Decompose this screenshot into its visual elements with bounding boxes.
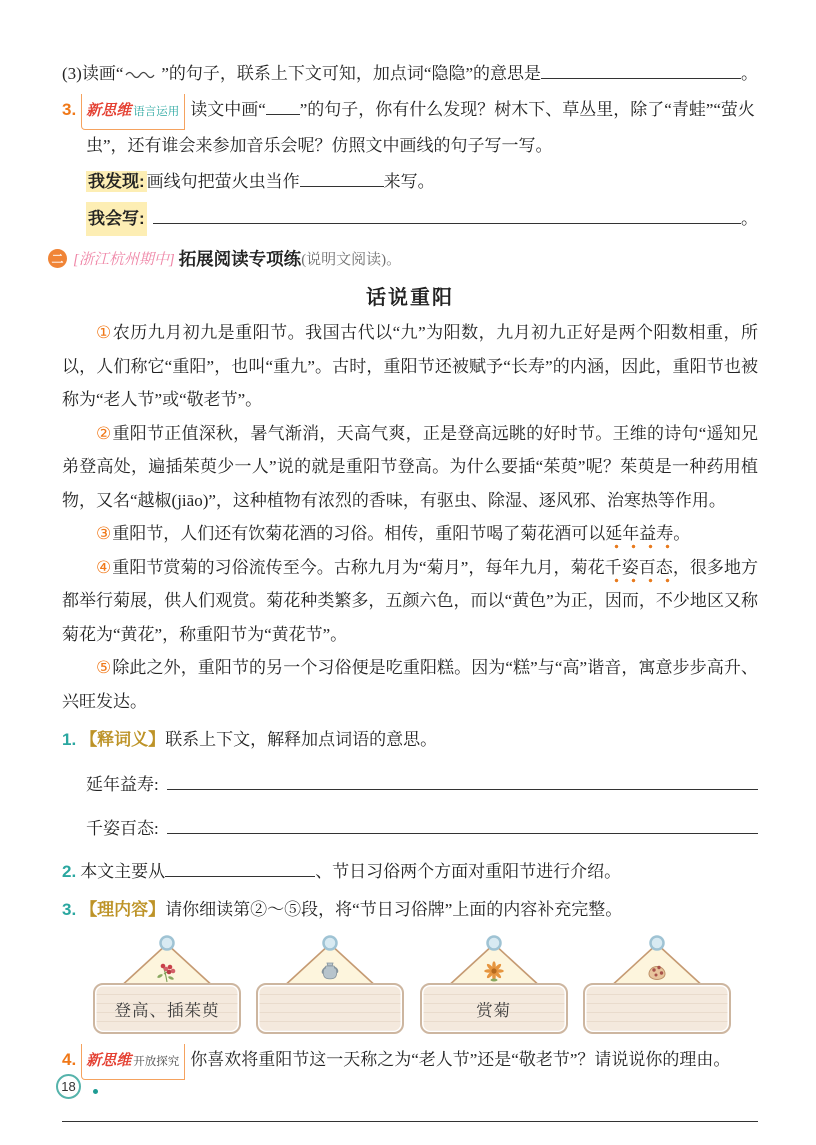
i-found-text-after: 来写。 <box>383 172 435 191</box>
paragraph-number: ② <box>96 423 112 443</box>
passage-paragraph-3 <box>62 517 758 551</box>
term-label: 延年益寿: <box>86 775 159 794</box>
paragraph-text: 重阳节正值深秋，暑气渐消，天高气爽，正是登高远眺的好时节。王维的诗句“遥知兄弟登高处，遍插茱萸少一人”说的就是重阳节登高。为什么要插“茱萸”呢？茱萸是一种药用植物，又名“越椒(jiāo)”，这种植物有浓烈的香味，有驱虫、除湿、逐风邪、治寒热等作用。 <box>62 423 758 510</box>
question-number: 4. <box>62 1050 77 1069</box>
pin-icon <box>487 937 500 950</box>
badge-sub-label: 开放探究 <box>133 1056 180 1068</box>
prev-question-period: 。 <box>741 64 758 83</box>
emphasized-word: 千姿百态 <box>605 558 673 583</box>
paragraph-text: 重阳节赏菊的习俗流传至今。古称九月为“菊月”，每年九月，菊花 <box>112 557 605 577</box>
prev-question-line <box>62 58 758 90</box>
i-found-text: 画线句把萤火虫当作 <box>146 172 300 191</box>
question-text: 请你细读第②～⑤段，将“节日习俗牌”上面的内容补充完整。 <box>165 900 623 919</box>
exam-source-label: [浙江杭州期中] <box>73 252 175 268</box>
pin-icon <box>324 937 337 950</box>
question-text: 联系上下文，解释加点词语的意思。 <box>165 730 438 749</box>
paragraph-text: 除此之外，重阳节的另一个习俗便是吃重阳糕。因为“糕”与“高”谐音，寓意步步高升、兴旺发达。 <box>62 658 758 711</box>
pin-icon <box>161 937 174 950</box>
paragraph-text: 重阳节，人们还有饮菊花酒的习俗。相传，重阳节喝了菊花酒可以 <box>112 524 606 543</box>
sign-board <box>256 983 404 1034</box>
sign-board <box>583 983 731 1034</box>
answer-blank <box>167 773 758 790</box>
question-3-top <box>62 94 758 162</box>
answer-blank <box>300 170 384 187</box>
passage-paragraph-5 <box>62 651 758 718</box>
passage-body <box>62 316 758 718</box>
term-line <box>86 770 758 800</box>
prev-question-label: (3) <box>62 64 82 83</box>
question-text: ”的句子，你有什么发现？树木下、草丛里，除了“青蛙”“萤火虫”，还有谁会来参加音乐会呢？仿照文中画线的句子写一写。 <box>86 100 755 155</box>
paragraph-number: ④ <box>96 557 112 577</box>
emphasized-word: 延年益寿 <box>605 524 673 549</box>
question-number: 3. <box>62 100 77 119</box>
paragraph-text: ，很多地方都举行菊展，供人们观赏。菊花种类繁多，五颜六色，而以“黄色”为正，因而，不少地区又称菊花为“黄花”，称重阳节为“黄花节”。 <box>62 557 759 644</box>
i-can-write-label: 我会写: <box>86 202 147 236</box>
question-text: 读文中画“ <box>190 100 266 119</box>
i-found-line <box>86 166 758 198</box>
page-number-badge: 18 <box>56 1074 81 1099</box>
question-1 <box>62 724 758 756</box>
question-tag: 【理内容】 <box>80 900 166 919</box>
paragraph-text: 农历九月初九是重阳节。我国古代以“九”为阳数，九月初九正好是两个阳数相重，所以，人们称它“重阳”，也叫“重九”。古时，重阳节还被赋予“长寿”的内涵，因此，重阳节也被称为“老人节”或“敬老节”。 <box>62 323 758 409</box>
paragraph-number: ⑤ <box>96 658 112 677</box>
passage-title: 话说重阳 <box>366 287 454 309</box>
answer-blank <box>167 817 758 834</box>
passage-paragraph-2 <box>62 417 758 518</box>
badge-main-label: 新思维 <box>86 102 132 119</box>
section-note: (说明文阅读)。 <box>301 252 402 268</box>
page-footer <box>56 1074 98 1099</box>
passage-paragraph-4 <box>62 551 758 652</box>
custom-signs-row <box>62 926 758 1038</box>
question-tag: 【释词义】 <box>80 730 166 749</box>
inline-blank <box>266 98 300 115</box>
question-2 <box>62 856 758 888</box>
prev-question-text-before: 读画“ <box>81 64 124 83</box>
i-found-label: 我发现: <box>88 172 145 191</box>
sign-label: 登高、插茱萸 <box>114 1000 220 1020</box>
custom-sign-blank-cake <box>582 932 732 1036</box>
section-header <box>48 246 758 271</box>
passage-paragraph-1 <box>62 316 758 417</box>
question-3 <box>62 894 758 926</box>
paragraph-number: ③ <box>96 524 112 543</box>
term-label: 千姿百态: <box>86 819 159 838</box>
question-text: 、节日习俗两个方面对重阳节进行介绍。 <box>315 862 622 881</box>
paragraph-text: 。 <box>673 524 691 543</box>
sign-board <box>93 983 241 1034</box>
pin-icon <box>650 937 663 950</box>
section-two-icon: 二 <box>48 249 67 268</box>
question-4 <box>62 1044 758 1080</box>
inline-blank <box>165 860 315 877</box>
question-number: 3. <box>62 900 77 919</box>
question-number: 1. <box>62 730 77 749</box>
badge-main-label: 新思维 <box>86 1052 132 1069</box>
i-can-write-line <box>86 202 758 236</box>
sign-label: 赏菊 <box>476 1000 512 1020</box>
custom-sign-blank-wine <box>255 932 405 1036</box>
answer-blank <box>153 207 741 224</box>
custom-sign-chrysanthemum <box>419 932 569 1036</box>
prev-question-text-after: ”的句子，联系上下文可知，加点词“隐隐”的意思是 <box>161 64 542 83</box>
question-number: 2. <box>62 862 77 881</box>
wavy-underline-icon <box>124 67 160 79</box>
xinsiwei-badge <box>81 94 185 130</box>
sign-board <box>420 983 568 1034</box>
footer-dot-icon <box>93 1089 98 1094</box>
badge-sub-label: 语言运用 <box>133 106 180 118</box>
answer-blank-line <box>62 1092 758 1122</box>
custom-sign-climbing <box>92 932 242 1036</box>
question-text: 你喜欢将重阳节这一天称之为“老人节”还是“敬老节”？请说说你的理由。 <box>190 1050 731 1069</box>
question-text: 本文主要从 <box>80 862 166 881</box>
section-title: 拓展阅读专项练 <box>178 249 302 269</box>
term-line <box>86 814 758 844</box>
answer-blank <box>541 62 741 79</box>
paragraph-number: ① <box>96 323 112 342</box>
write-period: 。 <box>741 209 758 228</box>
